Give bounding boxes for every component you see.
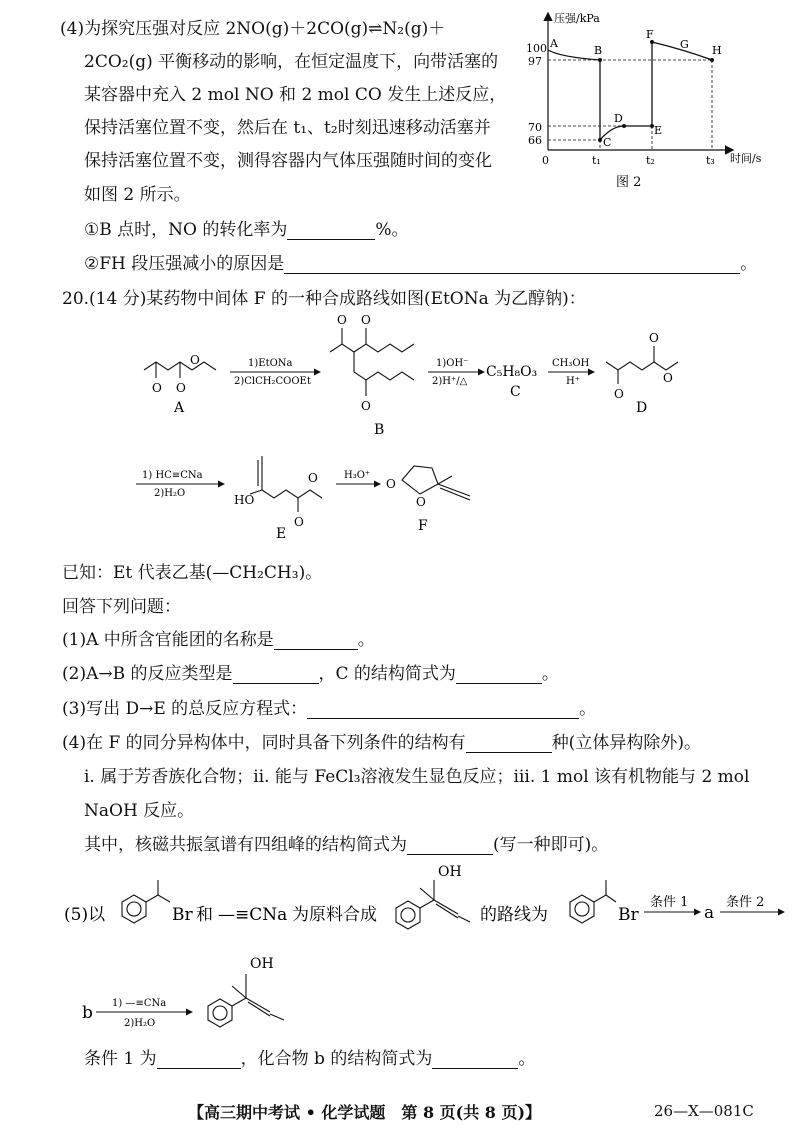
atom-o: O (190, 353, 200, 367)
answer-blank[interactable] (287, 221, 375, 240)
atom-o: O (176, 381, 186, 395)
atom-o: O (386, 477, 396, 491)
footer-title: 【高三期中考试 • 化学试题 第 8 页(共 8 页)】 (188, 1103, 542, 1122)
q20-last-suffix: 。 (518, 1049, 536, 1069)
q20-intro: 20.(14 分)某药物中间体 F 的一种合成路线如图(EtONa 为乙醇钠)： (62, 289, 586, 309)
answer-blank[interactable] (466, 734, 552, 753)
q19-sub2-prefix: ②FH 段压强减小的原因是 (84, 254, 285, 274)
point-h-dot (710, 58, 714, 62)
p5-prefix: (5)以 (64, 905, 106, 925)
point-b: B (594, 44, 603, 57)
q20-p2-prefix: (2)A→B 的反应类型是 (62, 664, 233, 684)
x-axis-label: 时间/s (730, 152, 762, 165)
q20-p3-suffix: 。 (579, 699, 597, 719)
atom-o: O (416, 495, 426, 509)
y-tick-97: 97 (528, 55, 542, 68)
arrow3-bottom: H⁺ (566, 376, 580, 387)
cond2-label: 条件 2 (726, 895, 765, 910)
product-alcohol (208, 974, 284, 1027)
label-e: E (276, 526, 287, 542)
arrow6-top: 1) —≡CNa (112, 998, 167, 1009)
answer-blank[interactable] (456, 665, 542, 684)
part5-route-row-1 (60, 862, 790, 952)
compound-a-chain (144, 362, 192, 370)
p5-oh-1: OH (438, 864, 462, 880)
synthesis-scheme-row-2 (130, 450, 550, 542)
q19-line-5: 保持活塞位置不变，测得容器内气体压强随时间的变化 (84, 151, 492, 171)
point-e: E (654, 124, 663, 137)
p5-mid: 为原料合成 (292, 905, 377, 925)
y-axis-label: 压强/kPa (554, 12, 600, 25)
q19-sub2-suffix: 。 (740, 254, 758, 274)
cond1-label: 条件 1 (650, 895, 689, 910)
q20-p4-suffix: 种(立体异构除外)。 (551, 733, 701, 753)
target-alcohol (396, 880, 470, 929)
atom-o: O (663, 371, 673, 385)
graph-caption: 图 2 (616, 175, 642, 190)
arrow4-bottom: 2)H₂O (154, 488, 186, 499)
q20-p4-nmr-prefix: 其中，核磁共振氢谱有四组峰的结构简式为 (84, 835, 407, 855)
point-g: G (680, 38, 689, 51)
answer-blank[interactable] (307, 700, 579, 719)
q20-p4-cond1: ⅰ. 属于芳香族化合物；ⅱ. 能与 FeCl₃溶液发生显色反应；ⅲ. 1 mol 该有机物能与 2 mol (84, 767, 750, 787)
q20-p2-mid: ，C 的结构简式为 (318, 664, 456, 684)
q20-p3-prefix: (3)写出 D→E 的总反应方程式： (62, 699, 308, 719)
arrow2-bottom: 2)H⁺/△ (432, 376, 468, 387)
label-a: A (174, 400, 185, 416)
label-f: F (418, 518, 428, 534)
compound-b-ester2 (354, 352, 414, 380)
q19-line-3: 某容器中充入 2 mol NO 和 2 mol CO 发生上述反应， (84, 85, 507, 105)
x-tick-t3: t₃ (706, 154, 715, 167)
p5-cna: —≡CNa (218, 905, 288, 925)
footer-code: 26—X—081C (654, 1102, 754, 1120)
compound-c-formula: C₅H₈O₃ (486, 364, 538, 380)
atom-o: O (361, 399, 371, 413)
q20-p4-cond2: NaOH 反应。 (84, 801, 195, 821)
q20-known: 已知：Et 代表乙基(—CH₂CH₃)。 (62, 563, 323, 583)
point-h: H (712, 44, 722, 57)
benzene-bromide (122, 880, 170, 923)
q19-line-6: 如图 2 所示。 (84, 185, 191, 205)
q20-answer-prompt: 回答下列问题： (62, 597, 181, 617)
p5-oh-2: OH (250, 956, 274, 972)
q20-p3 (62, 694, 596, 719)
x-tick-t1: t₁ (592, 154, 601, 167)
label-c: C (510, 384, 521, 400)
arrow2-top: 1)OH⁻ (436, 358, 469, 369)
q20-p4 (62, 728, 701, 753)
compound-d-chain (606, 362, 678, 370)
atom-o: O (649, 331, 659, 345)
arrow4-top: 1) HC≡CNa (142, 470, 203, 481)
compound-f-alkyne (438, 484, 470, 496)
compound-b-acetyl (330, 344, 354, 352)
q20-p4-nmr-suffix: (写一种即可)。 (493, 835, 609, 855)
b-label: b (82, 1003, 93, 1023)
q19-line-2: 2CO₂(g) 平衡移动的影响，在恒定温度下，向带活塞的 (84, 52, 499, 72)
part5-route-row-2 (60, 948, 480, 1034)
arrow6-bottom: 2)H₂O (124, 1018, 156, 1029)
point-a: A (550, 37, 558, 50)
arrow3-top: CH₃OH (552, 358, 590, 369)
atom-o: O (361, 313, 371, 327)
atom-o: O (614, 387, 624, 401)
atom-o: O (308, 471, 318, 485)
atom-o: O (294, 515, 304, 529)
compound-e-chain (250, 490, 322, 498)
x-tick-t2: t₂ (646, 154, 655, 167)
q19-sub1-suffix: %。 (375, 220, 409, 240)
guide-lines (548, 60, 712, 150)
answer-blank[interactable] (274, 631, 358, 650)
q20-p4-prefix: (4)在 F 的同分异构体中，同时具备下列条件的结构有 (62, 733, 466, 753)
q19-line-4: 保持活塞位置不变，然后在 t₁、t₂时刻迅速移动活塞并 (84, 118, 491, 138)
arrow5-top: H₃O⁺ (344, 470, 371, 481)
p5-br-1: Br (172, 905, 193, 925)
q20-last-prefix: 条件 1 为 (84, 1049, 157, 1069)
answer-blank[interactable] (432, 1050, 518, 1069)
answer-blank[interactable] (284, 255, 740, 274)
q19-line-1: (4)为探究压强对反应 2NO(g)＋2CO(g)⇌N₂(g)＋ (60, 19, 446, 39)
q19-sub1 (84, 215, 409, 240)
x-tick-0: 0 (542, 154, 549, 167)
q20-last-mid: ，化合物 b 的结构简式为 (240, 1049, 433, 1069)
answer-blank[interactable] (157, 1050, 241, 1069)
y-tick-70: 70 (528, 121, 542, 134)
synthesis-scheme-row-1 (130, 312, 690, 442)
compound-f-methyl (438, 476, 452, 484)
p5-and: 和 (196, 905, 213, 925)
point-c-dot (598, 138, 602, 142)
arrow1-top: 1)EtONa (248, 358, 293, 369)
q20-p2 (62, 659, 559, 684)
label-d: D (636, 400, 648, 416)
arrow1-bottom: 2)ClCH₂COOEt (234, 376, 311, 387)
atom-o: O (152, 381, 162, 395)
benzene-bromide-2 (570, 880, 616, 923)
q20-p1-suffix: 。 (357, 630, 375, 650)
a-label: a (704, 903, 715, 923)
point-d: D (614, 112, 623, 125)
point-f: F (646, 28, 654, 41)
y-tick-66: 66 (528, 134, 542, 147)
q20-p4-nmr (84, 830, 608, 855)
answer-blank[interactable] (233, 665, 319, 684)
compound-f-ring (402, 466, 438, 494)
pressure-curve (548, 42, 712, 140)
y-tick-100: 100 (526, 42, 547, 55)
q20-p2-suffix: 。 (541, 664, 559, 684)
point-b-dot (598, 58, 602, 62)
q19-sub2 (84, 249, 757, 274)
p5-br-2: Br (618, 905, 639, 925)
atom-ho: HO (234, 493, 255, 507)
q20-p1 (62, 625, 375, 650)
q19-sub1-prefix: ①B 点时，NO 的转化率为 (84, 220, 288, 240)
answer-blank[interactable] (407, 836, 493, 855)
point-c: C (603, 136, 612, 149)
q20-p1-prefix: (1)A 中所含官能团的名称是 (62, 630, 274, 650)
q20-p5-last (84, 1044, 535, 1069)
p5-route: 的路线为 (480, 905, 548, 925)
compound-b-ester1 (354, 344, 414, 352)
pressure-time-graph (520, 4, 790, 190)
atom-o: O (337, 313, 347, 327)
label-b: B (374, 422, 385, 438)
